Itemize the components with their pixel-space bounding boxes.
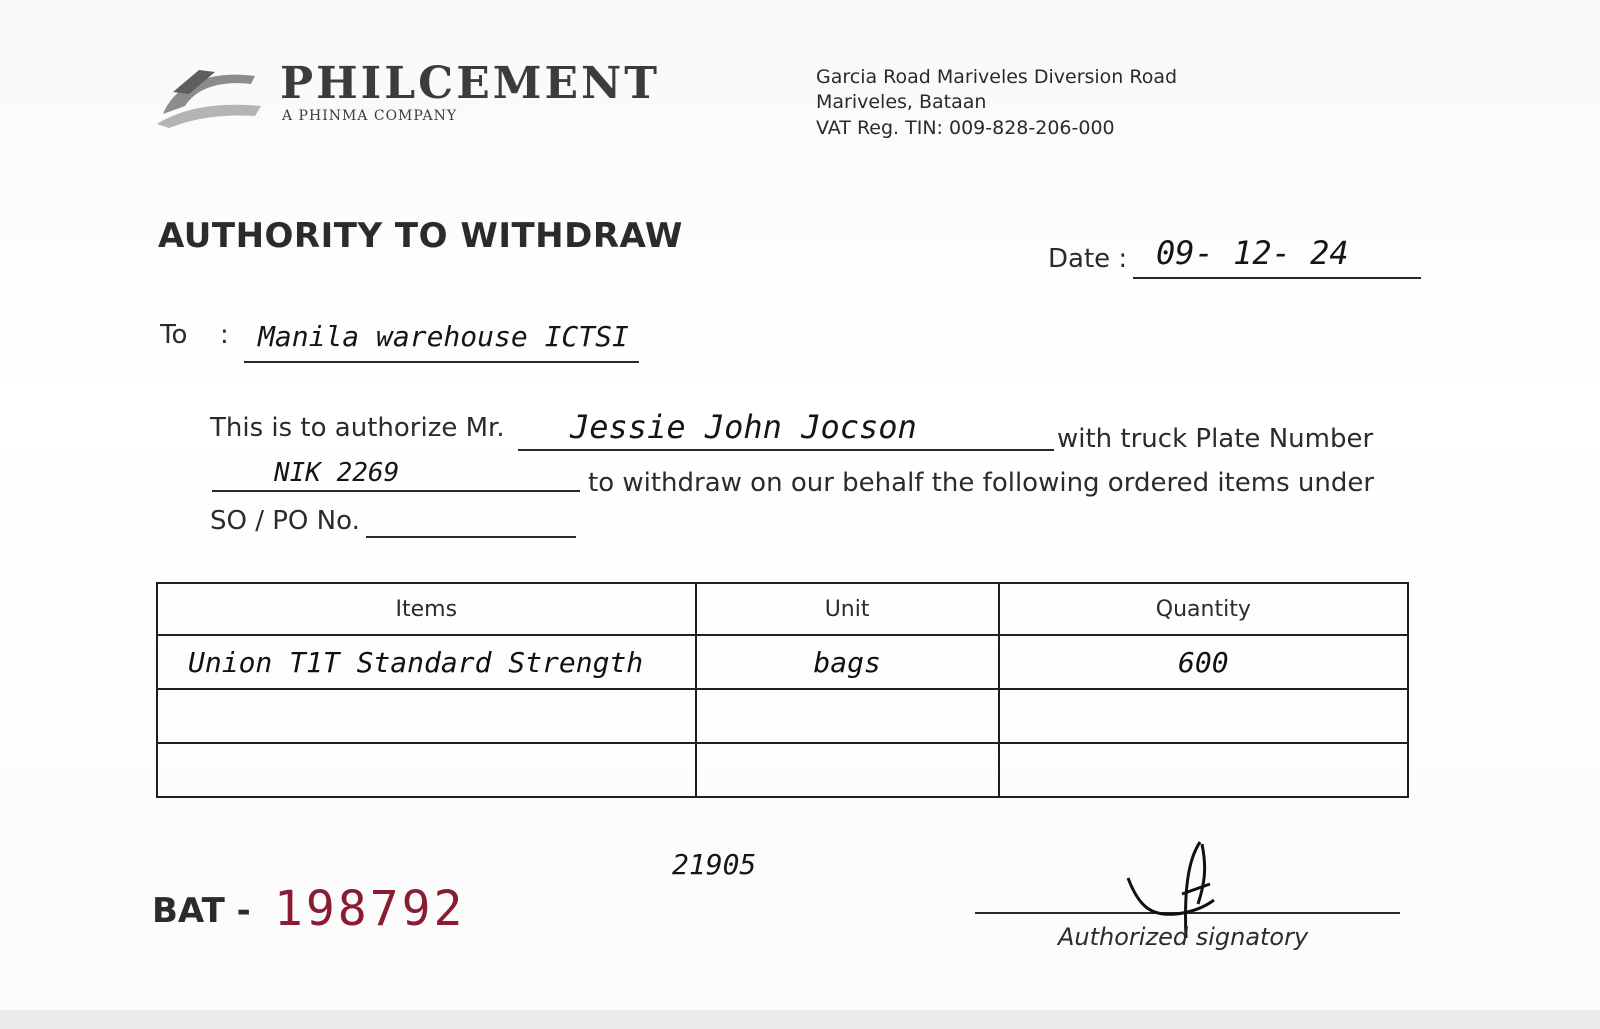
date-value: 09- 12- 24 xyxy=(1156,234,1349,272)
row-quantity: 600 xyxy=(1178,645,1229,679)
address-line-2: Mariveles, Bataan xyxy=(816,91,987,113)
philcement-logo-icon xyxy=(155,62,265,132)
items-table xyxy=(156,582,1409,798)
table-header-row xyxy=(157,583,1408,635)
date-underline xyxy=(1133,277,1421,279)
to-label: To xyxy=(160,320,188,350)
row-unit xyxy=(831,700,863,733)
to-underline xyxy=(244,361,639,363)
so-po-label: SO / PO No. xyxy=(210,506,360,536)
row-item: Union T1T Standard Strength xyxy=(188,645,644,679)
date-label: Date : xyxy=(1048,244,1128,274)
table-row xyxy=(157,743,1408,797)
plate-underline xyxy=(212,490,580,492)
company-tagline: A PHINMA COMPANY xyxy=(282,108,458,124)
plate-value: NIK 2269 xyxy=(274,458,400,488)
company-name: PHILCEMENT xyxy=(280,58,660,109)
vat-registration: VAT Reg. TIN: 009-828-206-000 xyxy=(816,117,1115,139)
row-unit: bags xyxy=(813,645,881,679)
row-quantity xyxy=(1187,700,1219,733)
header-quantity: Quantity xyxy=(999,583,1408,635)
so-po-underline xyxy=(366,536,576,538)
truck-plate-text: with truck Plate Number xyxy=(1057,424,1374,454)
person-name: Jessie John Jocson xyxy=(570,408,917,446)
form-title: AUTHORITY TO WITHDRAW xyxy=(158,216,683,256)
withdraw-text: to withdraw on our behalf the following ordered items under xyxy=(588,468,1375,498)
bat-label: BAT - xyxy=(152,891,251,931)
row-quantity xyxy=(1187,754,1219,787)
row-item xyxy=(158,754,190,787)
header-items: Items xyxy=(157,583,696,635)
table-row xyxy=(157,689,1408,743)
table-row xyxy=(157,635,1408,689)
name-underline xyxy=(518,449,1054,451)
row-item xyxy=(158,700,190,733)
authorized-signatory-label: Authorized signatory xyxy=(1058,923,1309,951)
row-unit xyxy=(831,754,863,787)
handwritten-note: 21905 xyxy=(672,848,757,881)
header-unit: Unit xyxy=(696,583,999,635)
authorize-text: This is to authorize Mr. xyxy=(210,413,505,443)
to-value: Manila warehouse ICTSI xyxy=(258,320,629,353)
serial-number: 198792 xyxy=(274,881,466,937)
to-colon: : xyxy=(220,320,229,350)
address-line-1: Garcia Road Mariveles Diversion Road xyxy=(816,66,1178,88)
